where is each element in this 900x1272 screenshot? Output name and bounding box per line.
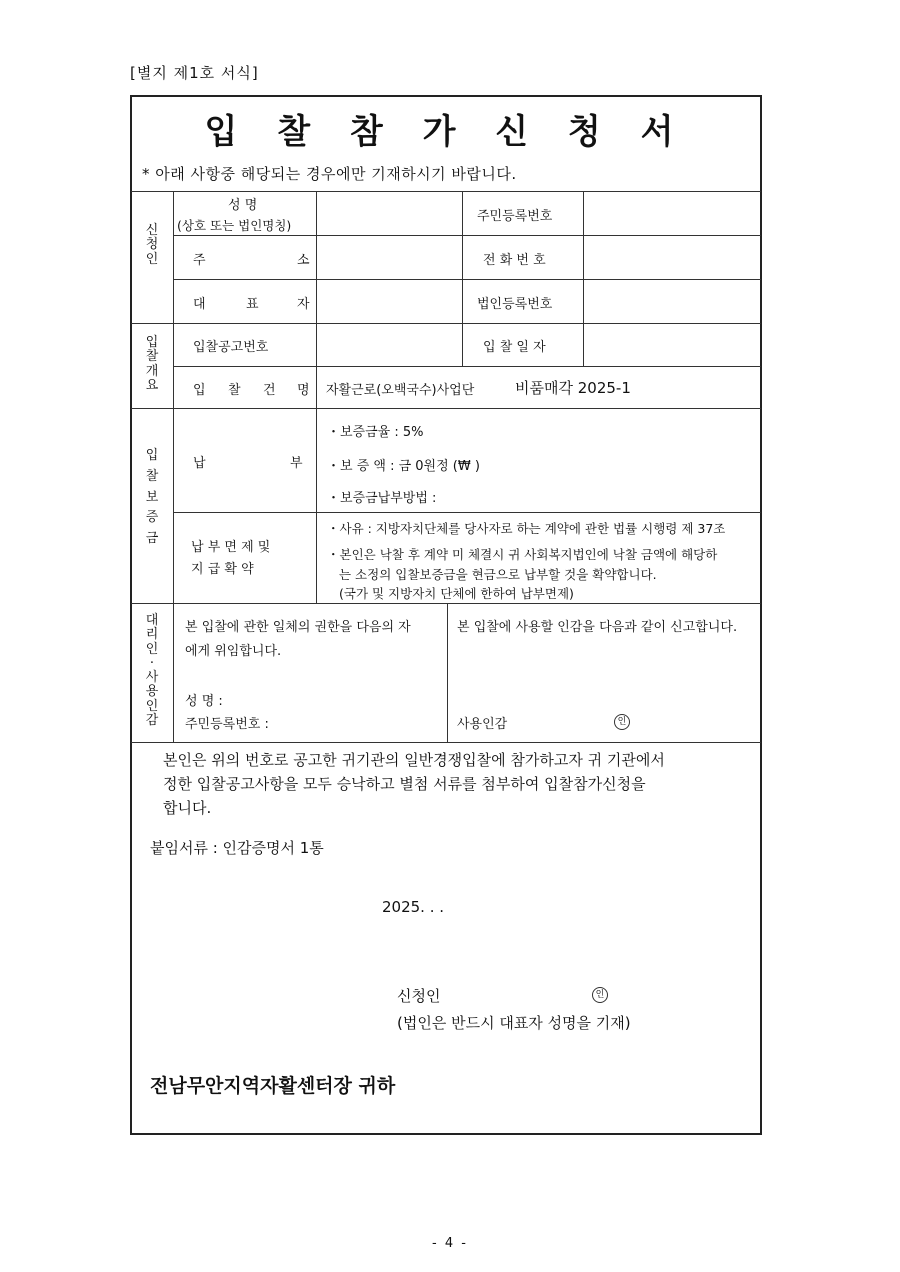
company-name-label: (상호 또는 법인명칭): [177, 218, 292, 233]
grid-line: [583, 191, 584, 366]
agent-name-label: 성 명 :: [185, 694, 223, 709]
form-reference: [별지 제1호 서식]: [130, 64, 259, 82]
exemption-reason: ・사유 : 지방자치단체를 당사자로 하는 계약에 관한 법률 시행령 제 37조: [327, 521, 726, 536]
applicant-seal: [592, 986, 608, 1003]
section-label-overview: 입 찰 개 요: [145, 335, 159, 393]
rep-label-a: 대: [193, 297, 206, 312]
rep-label-b: 표: [246, 297, 259, 312]
section-label-applicant: 신 청 인: [145, 223, 159, 267]
delegation-line-2: 에게 위임합니다.: [185, 644, 282, 659]
pledge-line-3: (국가 및 지방자치 단체에 한하여 납부면제): [339, 586, 574, 601]
grid-line: [447, 603, 448, 742]
pledge-line-1: ・본인은 낙찰 후 계약 미 체결시 귀 사회복지법인에 낙찰 금액에 해당하: [327, 547, 718, 562]
payment-label-b: 부: [290, 456, 303, 471]
agent-resident-number-label: 주민등록번호 :: [185, 717, 269, 732]
phone-label: 전 화 번 호: [483, 253, 546, 268]
pledge-line-2: 는 소정의 입찰보증금을 현금으로 납부할 것을 확약합니다.: [339, 567, 657, 582]
case-label-a: 입: [193, 383, 206, 398]
exemption-label-2: 지 급 확 약: [191, 562, 254, 577]
grid-line: [462, 191, 463, 366]
grid-line: [131, 603, 761, 604]
application-date: 2025. . .: [382, 898, 445, 916]
form-title: 입 찰 참 가 신 청 서: [204, 112, 688, 152]
seal-report-text: 본 입찰에 사용할 인감을 다음과 같이 신고합니다.: [457, 620, 738, 635]
case-label-c: 건: [263, 383, 276, 398]
corp-number-label: 법인등록번호: [477, 297, 553, 312]
corp-note: (법인은 반드시 대표자 성명을 기재): [397, 1014, 631, 1032]
bid-date-label: 입 찰 일 자: [483, 340, 546, 355]
grid-line: [131, 408, 761, 409]
grid-line: [173, 235, 761, 236]
deposit-rate: ・보증금율 : 5%: [327, 425, 424, 440]
seal-mark: [614, 713, 630, 730]
address-label-a: 주: [193, 253, 206, 268]
grid-line: [173, 512, 761, 513]
rep-label-c: 자: [297, 297, 310, 312]
form-note: * 아래 사항중 해당되는 경우에만 기재하시기 바랍니다.: [142, 165, 517, 183]
case-label-d: 명: [297, 383, 310, 398]
case-value-b: 비품매각 2025-1: [515, 379, 631, 397]
grid-line: [131, 323, 761, 324]
deposit-amount: ・보 증 액 : 금 0원정 (₩ ): [327, 459, 480, 474]
exemption-label-1: 납 부 면 제 및: [191, 540, 271, 555]
payment-label-a: 납: [193, 456, 206, 471]
statement-line-2: 정한 입찰공고사항을 모두 승낙하고 별첨 서류를 첨부하여 입찰참가신청을: [163, 775, 646, 793]
resident-number-label: 주민등록번호: [477, 209, 553, 224]
case-label-b: 찰: [228, 383, 241, 398]
form-border: [130, 95, 762, 1135]
grid-line: [173, 279, 761, 280]
applicant-seal-icon: 인: [592, 987, 608, 1003]
recipient: 전남무안지역자활센터장 귀하: [150, 1075, 396, 1097]
grid-line: [316, 408, 317, 603]
grid-line: [131, 742, 761, 743]
address-label-b: 소: [297, 253, 310, 268]
case-value-a: 자활근로(오백국수)사업단: [326, 383, 475, 398]
seal-stamp-icon: 인: [614, 714, 630, 730]
section-label-deposit: 입 찰 보 증 금: [145, 448, 159, 547]
grid-line: [131, 191, 761, 192]
attachment-text: 붙임서류 : 인감증명서 1통: [150, 839, 324, 857]
notice-number-label: 입찰공고번호: [193, 340, 269, 355]
grid-line: [316, 191, 317, 408]
statement-line-1: 본인은 위의 번호로 공고한 귀기관의 일반경쟁입찰에 참가하고자 귀 기관에서: [163, 751, 665, 769]
applicant-label: 신청인: [397, 987, 441, 1005]
delegation-line-1: 본 입찰에 관한 일체의 권한을 다음의 자: [185, 620, 411, 635]
section-label-agent: 대 리 인 · 사 용 인 감: [145, 613, 159, 729]
name-label: 성 명: [228, 198, 258, 213]
deposit-method: ・보증금납부방법 :: [327, 491, 437, 506]
grid-line: [173, 191, 174, 742]
statement-line-3: 합니다.: [163, 799, 212, 817]
grid-line: [173, 366, 761, 367]
page-number: - 4 -: [432, 1236, 468, 1251]
seal-label: 사용인감: [457, 717, 508, 732]
